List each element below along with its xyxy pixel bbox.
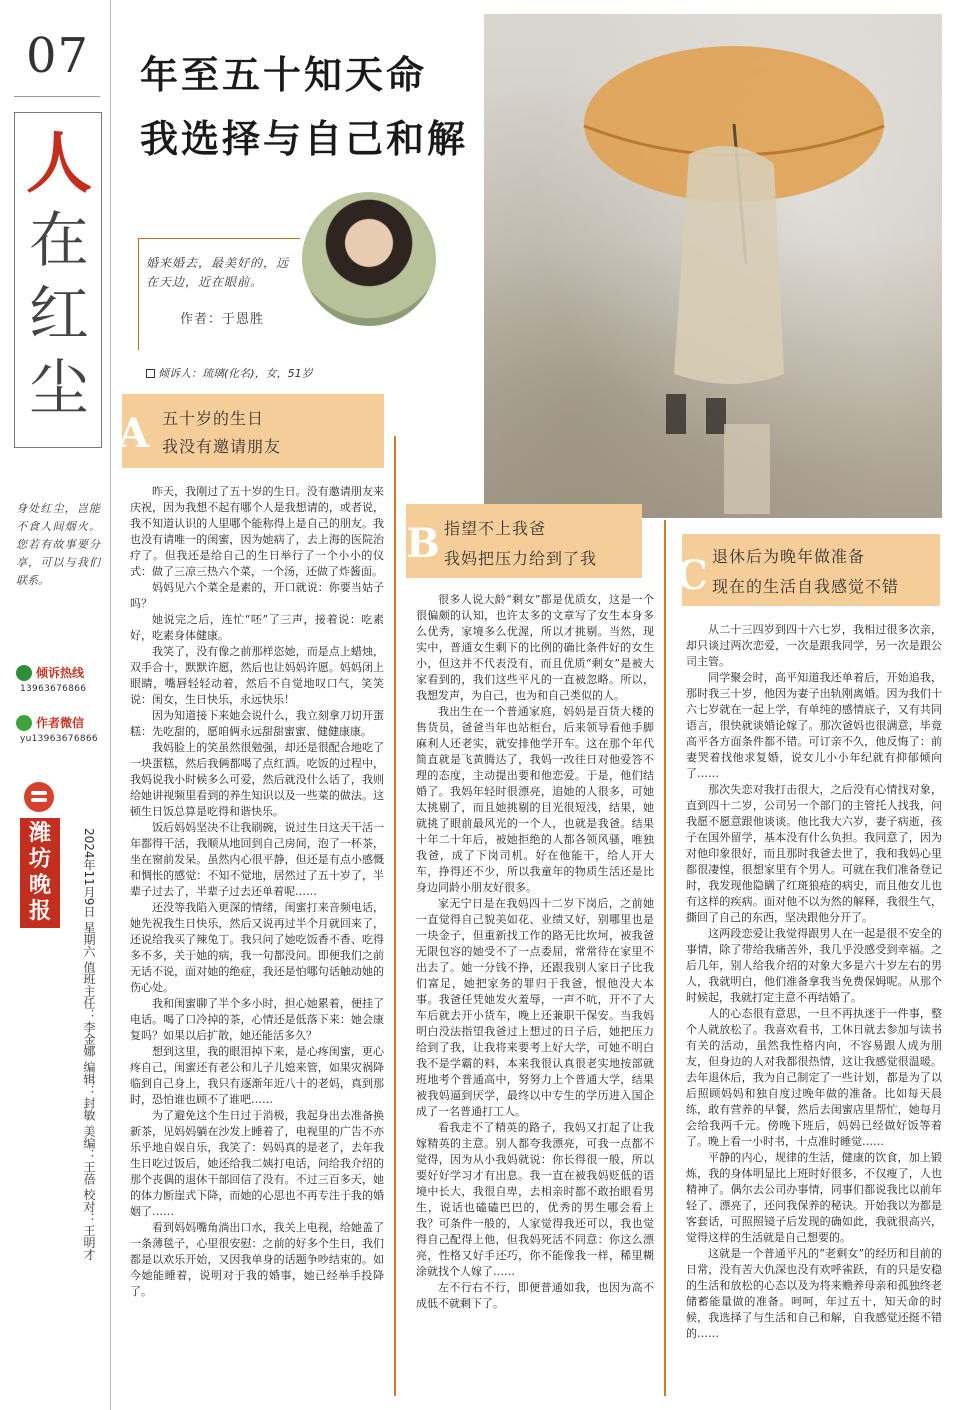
paragraph: 我和闺蜜聊了半个多小时，担心她累着，便挂了电话。喝了口冷掉的茶，心情还是低落下来：她会康复吗？如果以后扩散，她还能活多久？ [130,997,384,1042]
paragraph: 那次失恋对我打击很大，之后没有心情找对象，直到四十二岁，公司另一个部门的主管托人找我，问我愿不愿意跟他谈谈。他比我大六岁，妻子病逝，孩子在国外留学，基本没有什么负担。我同意了，因为对他印象很好，而且那时我爸去世了，我和我妈心里都很凄惶，很想家里有个男人。可就在我们准备登记时，我发现他隐瞒了红斑狼疮的病史，而且他女儿也有这样的疾病。面对他不以为然的解释，我很生气，撕回了自己的东西，坚决跟他分开了。 [686,783,942,924]
author-quote: 婚来婚去，最美好的，远在天边，近在眼前。 [146,256,290,289]
hotline-label: 倾诉热线 [36,666,85,680]
paragraph: 我笑了，没有像之前那样恣她，而是点上蜡烛，双手合十，默默许愿，然后也让妈妈许愿。妈妈闭上眼睛，嘴唇轻轻动着，然后不自觉地叹口气，笑笑说：闺女，生日快乐，永远快乐！ [130,645,384,706]
section-a-title-2: 我没有邀请朋友 [162,437,282,456]
paragraph: 很多人说大龄“剩女”都是优质女，这是一个很偏颇的认知，也许太多的文章写了女生本身多么优秀，家境多么优渥，所以才挑剔。当然，现实中，普通女生剩下的比例的确比条件好的女生小，但这并不代表没有，而且优质“剩女”是被大家看到的，我们这些平凡的一直被忽略。所以，我想发声，为自己，也为和自己类似的人。 [416,593,654,702]
headline-line-2: 我选择与自己和解 [140,117,469,161]
issue-meta: 2024年11月9日 星期六 值班主任：李金娜 编辑：封敏 美编：王蓓 校对：王明才 [82,828,96,1261]
page-number-rule [14,96,100,97]
paragraph: 这两段恋爱让我觉得跟男人在一起是很不安全的事情，除了带给我痛苦外，我几乎没感受到幸福。之后几年，别人给我介绍的对象大多是六十岁左右的男人，我就明白，他们准备拿我当免费保姆呢。从那个时候起，我就打定主意不再结婚了。 [686,927,942,1004]
newspaper-name: 潍坊晚报 [20,818,60,928]
paragraph: 平静的内心，规律的生活，健康的饮食，加上锻炼，我的身体明显比上班时好很多，不仅瘦了，人也精神了。偶尔去公司办事情，同事们都说我比以前年轻了、漂亮了，还问我保养的秘诀。开始我以为都是客套话，可照照镜子后发现的确如此，我就很高兴，觉得这样的生活就是自己想要的。 [686,1151,942,1244]
section-a-letter: A [118,410,150,457]
section-c-letter: C [676,552,708,599]
section-title-char: 红 [29,280,89,350]
hotline-number: 13963676866 [20,684,87,694]
wechat-id: yu13963676866 [20,734,98,744]
paragraph: 我出生在一个普通家庭，妈妈是百货大楼的售货员，爸爸当年也站柜台，后来领导看他手脚麻利人还老实，就安排他学开车。这在那个年代简直就是飞黄腾达了，我妈一改往日对他爱答不理的态度，主动提出要和他恋爱。于是，他们结婚了。我妈年轻时很漂亮，追她的人很多，可她太挑剔了，而且她挑剔的目光很短浅，结果，她就挑了眼前最风光的一个人，也就是我爸。结果十年二十年后，被她拒绝的人都各领风骚，唯独我爸，成了下岗司机。好在他能干，给人开大车，挣得还不少，所以我童年的物质生活还是比身边同龄小朋友好很多。 [416,705,654,894]
newspaper-logo-icon [24,782,54,812]
paragraph: 看到妈妈嘴角淌出口水，我关上电视，给她盖了一条薄毯子，心里很安慰：之前的好多个生日，我们都是以欢乐开始，又因我单身的话题争吵结束的。如今她能睡着，说明对于我的婚事，她已经举手投降了。 [130,1221,384,1298]
body-column-a [130,484,384,1400]
column-divider [394,436,396,1396]
paragraph: 看我走不了精英的路子，我妈又打起了让我嫁精英的主意。别人都夸我漂亮，可我一点都不觉得，因为从小我妈就说：你长得很一般，所以要好好学习才有出息。我一直在被我妈贬低的语境中长大，我很自卑，去相亲时都不敢抬眼看男生，说话也磕磕巴巴的，优秀的男生哪会看上我？可条件一般的，人家觉得我还可以，我也觉得自己配得上他，但我妈死活不同意：你这么漂亮，性格又好手还巧，你不能像我一样，稀里糊涂就找个人嫁了…… [416,1121,654,1278]
paragraph: 饭后妈妈坚决不让我刷碗，说过生日这天干活一年都得干活，我顺从地回到自己房间，泡了一杯茶，坐在窗前发呆。虽然内心很平静，但还是有点小感慨和惆怅的感觉：不知不觉地，居然过了五十岁了，半辈子过去了，半辈子过去还单着呢…… [130,821,384,898]
paragraph: 想到这里，我的眼泪掉下来，是心疼闺蜜，更心疼自己，闺蜜还有老公和儿子儿媳来管，如果灾祸降临到自己身上，我只有逐渐年近八十的老妈，真到那时，恐怕谁也顾不了谁吧…… [130,1045,384,1106]
paragraph: 从二十三四岁到四十六七岁，我相过很多次亲，却只谈过两次恋爱，一次是跟我同学，另一次是跟公司主管。 [686,623,942,668]
wechat-icon [16,715,32,731]
section-b-title-1: 指望不上我爸 [444,519,547,538]
narrator-text: 倾诉人：琉璃(化名)，女，51岁 [158,367,313,380]
section-title-char: 在 [29,206,89,276]
section-c-title-1: 退休后为晚年做准备 [712,547,866,566]
headline-line-1: 年至五十知天命 [140,53,428,97]
paragraph: 家无宁日是在我妈四十二岁下岗后，之前她一直觉得自己貌美如花、业绩又好，别哪里也是一块金子，但重新找工作的路无比坎坷，被我爸无限包容的她受不了一点委屈，常常待在家里不出去了。她一分钱不挣，还跟我别人家日子比我们富足，她把家务的罪归于我爸，恨他没大本事。我爸任凭她发火羞辱，一声不吭，开不了大车后就去开小货车，晚上还兼职干保安。当我妈明白没法指望我爸过上想过的日子后，她把压力给到了我，让我将来要考上好大学，可她不明白我不是学霸的料，本来我很认真很老实地按部就班地考个普通高中，努努力上个普通大学，结果被我妈逼到厌学，最终以中专生的学历进入国企成了一名普通打工人。 [416,897,654,1118]
section-title-char: 尘 [29,354,89,424]
rail-divider [110,0,111,1410]
paragraph: 这就是一个普通平凡的“老剩女”的经历和目前的日常，没有苦大仇深也没有欢呼雀跃，有的只是安稳的生活和放松的心态以及为将来赡养母亲和孤独终老储蓄能量做的准备。呵呵，年过五十，知天命的时候，我选择了与生活和自己和解，自我感觉还挺不错的…… [686,1247,942,1340]
wechat-label: 作者微信 [36,716,85,730]
newspaper-brand [20,782,66,928]
body-column-b [416,592,654,1400]
paragraph: 还没等我陷入更深的情绪，闺蜜打来音频电话，她先祝我生日快乐，然后又说再过半个月就回来了，还说给我买了辣兔丁。我只问了她吃饭香不香、吃得多不多，关于她的病，我一句都没问。即便我们之前无话不说，面对她的绝症，我还是怕哪句话触动她的伤心处。 [130,901,384,994]
section-c-title-2: 现在的生活自我感觉不错 [712,577,900,596]
column-divider [664,520,666,1396]
umbrella-photo [484,14,942,518]
hotline [16,662,110,681]
paragraph: 我妈脸上的笑虽然很勉强，却还是很配合地吃了一块蛋糕，然后我俩都喝了点红酒。吃饭的过程中，我妈说我小时候多么可爱，然后就没什么话了，我则给她讲视频里看到的养生知识以及一些菜的做法。这顿生日饭总算是吃得和谐快乐。 [130,741,384,818]
author-avatar [300,190,438,328]
section-title-char: 人 [26,124,92,202]
section-intro: 身处红尘，岂能不食人间烟火。您若有故事要分享，可以与我们联系。 [16,502,100,587]
umbrella-figure-illustration [484,14,942,518]
section-b-letter: B [406,520,440,567]
wechat [16,712,110,731]
narrator-line [146,365,313,381]
paragraph: 她说完之后，连忙“呸”了三声，接着说：吃素好，吃素身体健康。 [130,613,384,642]
phone-icon [16,665,32,681]
paragraph: 同学聚会时，高平知道我还单着后，开始追我，那时我三十岁，他因为妻子出轨刚离婚。因为我们十六七岁就在一起上学，有单纯的感情底子，又有共同语言，很快就谈婚论嫁了。那次爸妈也很满意，毕竟高平各方面条件都不错。可订亲不久，他反悔了：前妻哭着找他求复婚，说女儿小小年纪就有抑郁倾向了…… [686,671,942,780]
page-number: 07 [26,28,90,84]
section-a-title-1: 五十岁的生日 [162,409,265,428]
author-name: 作者：于恩胜 [180,312,265,327]
paragraph: 人的心态很有意思，一旦不再执迷于一件事，整个人就放松了。我喜欢看书，工休日就去参加与读书有关的活动，虽然我性格内向，不容易跟人成为朋友，但身边的人对我都很热情，这让我感觉很温暖。去年退休后，我为自己制定了一些计划，都是为了以后照顾妈妈和独自度过晚年做的准备。比如每天晨练，敢有营养的早餐，然后去闺蜜店里帮忙，她每月会给我两千元。傍晚下班后，妈妈已经做好饭等着了。晚上看一小时书，十点准时睡觉…… [686,1007,942,1148]
paragraph: 妈妈见六个菜全是素的，开口就说：你要当姑子吗？ [130,581,384,610]
paragraph: 因为知道接下来她会说什么，我立刻拿刀切开蛋糕：先吃甜的，愿咱俩永远甜甜蜜蜜、健健康康。 [130,709,384,738]
checkbox-icon [146,369,155,378]
paragraph: 左不行右不行，即便普通如我，也因为高不成低不就剩下了。 [416,1281,654,1310]
paragraph: 为了避免这个生日过于消极，我起身出去准备换新茶，见妈妈躺在沙发上睡着了，电视里的广告不亦乐乎地自娱自乐，我笑了：妈妈真的是老了，去年我生日吃过饭后，她还给我二姨打电话，问给我介绍的那个丧偶的退休干部回信了没有。不过三百多天，她的体力断崖式下降，而她的心思也不再专注于我的婚姻了…… [130,1109,384,1218]
body-column-c [686,622,942,1400]
section-b-title-2: 我妈把压力给到了我 [444,549,598,568]
paragraph: 昨天，我刚过了五十岁的生日。没有邀请朋友来庆祝，因为我想不起有哪个人是我想请的，或者说，我不知道认识的人里哪个能称得上是自己的朋友。我也没有请唯一的闺蜜，因为她病了，去上海的医院治疗了。但我还是给自己的生日举行了一个小小的仪式：做了三凉三热六个菜，一个汤，还做了炸酱面。 [130,485,384,578]
